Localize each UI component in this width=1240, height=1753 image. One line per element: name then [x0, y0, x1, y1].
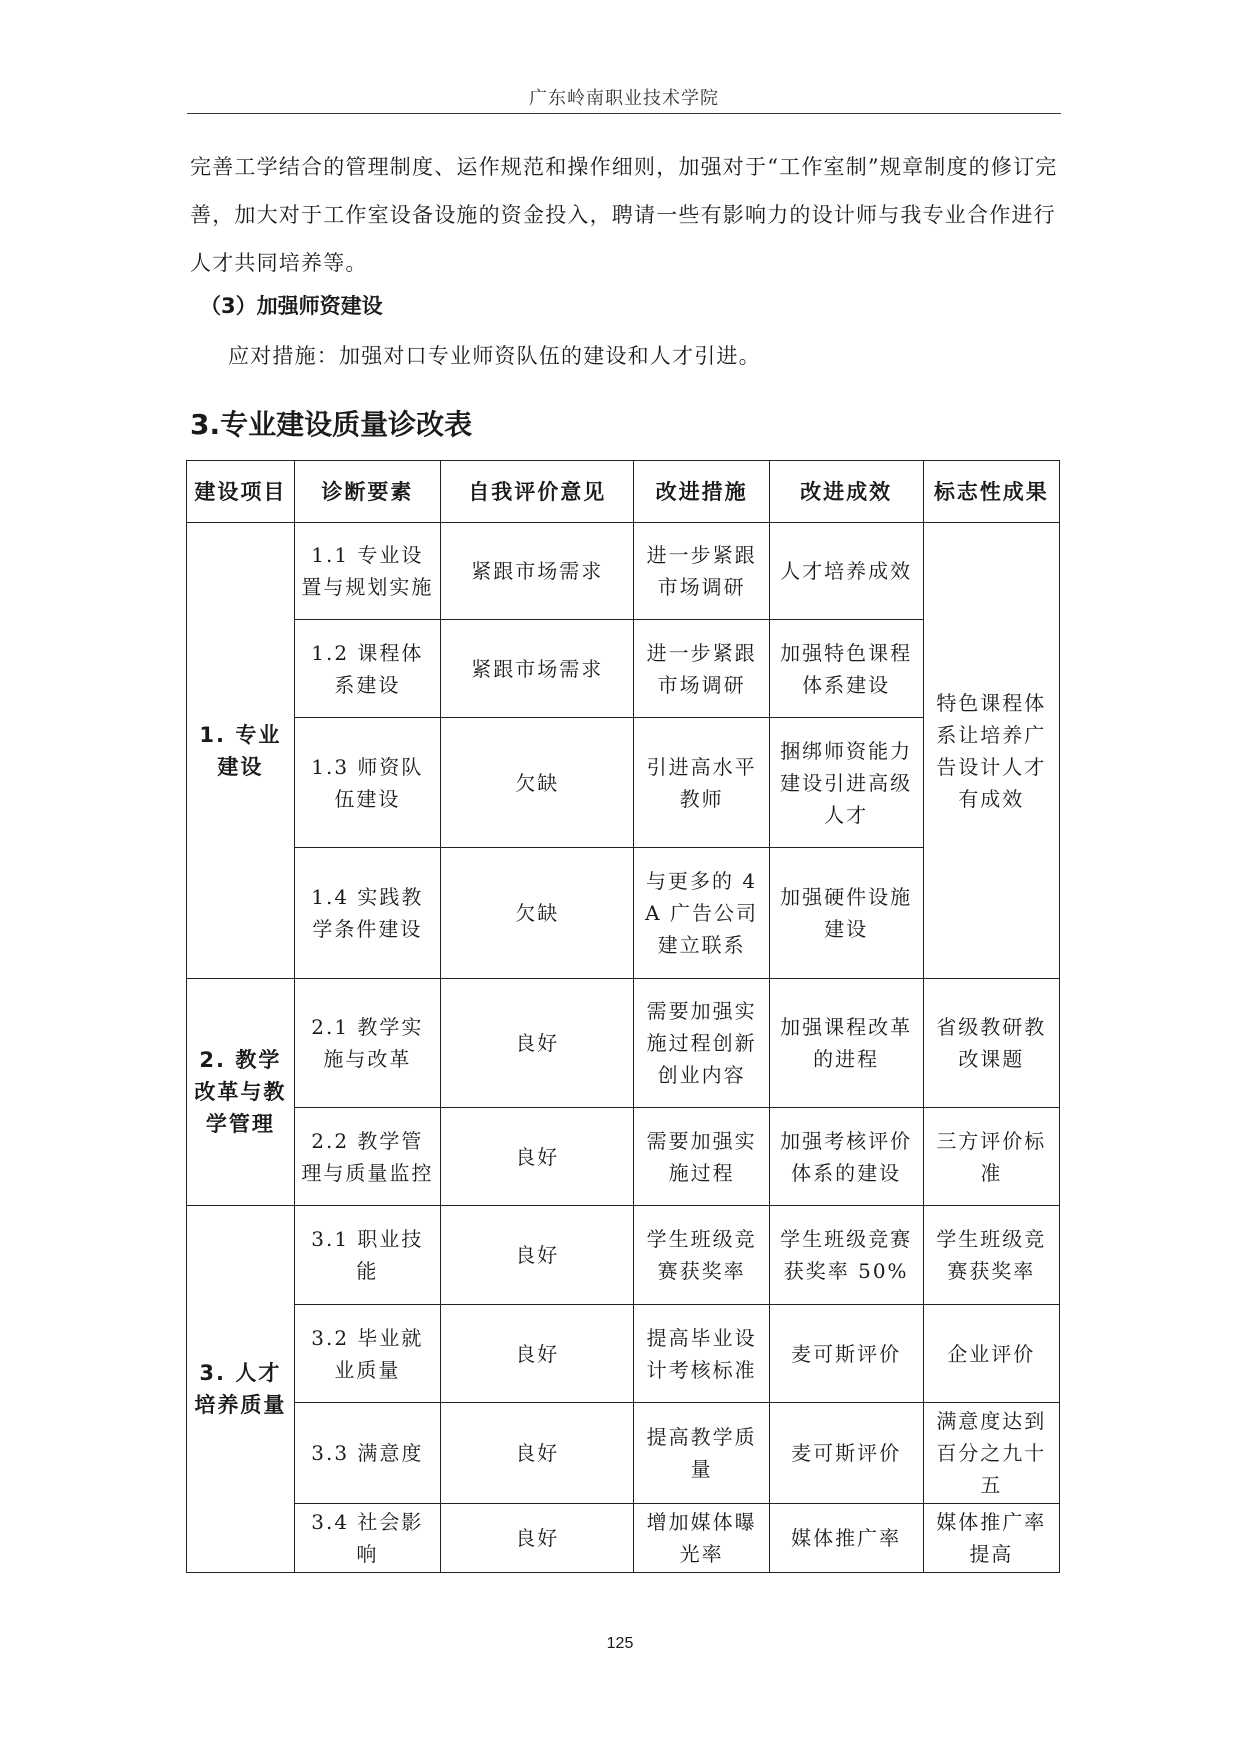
category-cell: 3. 人才培养质量 [187, 1206, 295, 1573]
element-cell: 2.1 教学实施与改革 [294, 979, 440, 1108]
element-cell: 1.3 师资队伍建设 [294, 718, 440, 848]
measure-cell: 提高毕业设计考核标准 [634, 1305, 769, 1403]
eval-cell: 良好 [440, 1504, 634, 1573]
category-cell: 2. 教学改革与教学管理 [187, 979, 295, 1206]
effect-cell: 人才培养成效 [769, 523, 923, 620]
effect-cell: 加强考核评价体系的建设 [769, 1108, 923, 1206]
effect-cell: 麦可斯评价 [769, 1403, 923, 1504]
effect-cell: 学生班级竞赛获奖率 50% [769, 1206, 923, 1305]
eval-cell: 紧跟市场需求 [440, 620, 634, 718]
effect-cell: 捆绑师资能力建设引进高级人才 [769, 718, 923, 848]
achievement-cell: 特色课程体系让培养广告设计人才有成效 [923, 523, 1059, 979]
measure-cell: 学生班级竞赛获奖率 [634, 1206, 769, 1305]
table-row [187, 1108, 1060, 1206]
eval-cell: 欠缺 [440, 848, 634, 979]
element-cell: 3.1 职业技能 [294, 1206, 440, 1305]
table-row [187, 1403, 1060, 1504]
eval-cell: 良好 [440, 1305, 634, 1403]
header-element: 诊断要素 [294, 461, 440, 523]
effect-cell: 加强课程改革的进程 [769, 979, 923, 1108]
eval-cell: 良好 [440, 1206, 634, 1305]
element-cell: 1.2 课程体系建设 [294, 620, 440, 718]
element-cell: 1.1 专业设置与规划实施 [294, 523, 440, 620]
achievement-cell: 满意度达到百分之九十五 [923, 1403, 1059, 1504]
paragraph-1: 完善工学结合的管理制度、运作规范和操作细则，加强对于“工作室制”规章制度的修订完善，加大对于工作室设备设施的资金投入，聘请一些有影响力的设计师与我专业合作进行人才共同培养等。 [190, 155, 1058, 275]
measure-cell: 需要加强实施过程 [634, 1108, 769, 1206]
effect-cell: 媒体推广率 [769, 1504, 923, 1573]
table-row [187, 1206, 1060, 1305]
achievement-cell: 三方评价标准 [923, 1108, 1059, 1206]
measure-cell: 需要加强实施过程创新创业内容 [634, 979, 769, 1108]
header-measures: 改进措施 [634, 461, 769, 523]
page-number: 125 [606, 1635, 634, 1652]
measure-cell: 与更多的 4A 广告公司建立联系 [634, 848, 769, 979]
eval-cell: 欠缺 [440, 718, 634, 848]
eval-cell: 良好 [440, 1403, 634, 1504]
measure-cell: 进一步紧跟市场调研 [634, 620, 769, 718]
category-cell: 1. 专业建设 [187, 523, 295, 979]
achievement-cell: 学生班级竞赛获奖率 [923, 1206, 1059, 1305]
quality-diagnosis-table [186, 460, 1060, 1573]
page-header: 广东岭南职业技术学院 [529, 88, 719, 109]
eval-cell: 良好 [440, 1108, 634, 1206]
element-cell: 1.4 实践教学条件建设 [294, 848, 440, 979]
table-header-row [187, 461, 1060, 523]
element-cell: 3.4 社会影响 [294, 1504, 440, 1573]
paragraph-2: 应对措施：加强对口专业师资队伍的建设和人才引进。 [228, 344, 761, 368]
effect-cell: 麦可斯评价 [769, 1305, 923, 1403]
achievement-cell: 企业评价 [923, 1305, 1059, 1403]
achievement-cell: 省级教研教改课题 [923, 979, 1059, 1108]
element-cell: 2.2 教学管理与质量监控 [294, 1108, 440, 1206]
table-row [187, 1305, 1060, 1403]
subheading: （3）加强师资建设 [200, 294, 383, 318]
achievement-cell: 媒体推广率提高 [923, 1504, 1059, 1573]
measure-cell: 增加媒体曝光率 [634, 1504, 769, 1573]
eval-cell: 紧跟市场需求 [440, 523, 634, 620]
header-achievement: 标志性成果 [923, 461, 1059, 523]
eval-cell: 良好 [440, 979, 634, 1108]
table-row [187, 979, 1060, 1108]
header-project: 建设项目 [187, 461, 295, 523]
measure-cell: 引进高水平教师 [634, 718, 769, 848]
effect-cell: 加强特色课程体系建设 [769, 620, 923, 718]
element-cell: 3.3 满意度 [294, 1403, 440, 1504]
header-divider [187, 113, 1061, 114]
measure-cell: 提高教学质量 [634, 1403, 769, 1504]
element-cell: 3.2 毕业就业质量 [294, 1305, 440, 1403]
table-row [187, 1504, 1060, 1573]
effect-cell: 加强硬件设施建设 [769, 848, 923, 979]
table-row [187, 523, 1060, 620]
header-self-eval: 自我评价意见 [440, 461, 634, 523]
measure-cell: 进一步紧跟市场调研 [634, 523, 769, 620]
header-effects: 改进成效 [769, 461, 923, 523]
section-title: 3.专业建设质量诊改表 [190, 408, 473, 441]
